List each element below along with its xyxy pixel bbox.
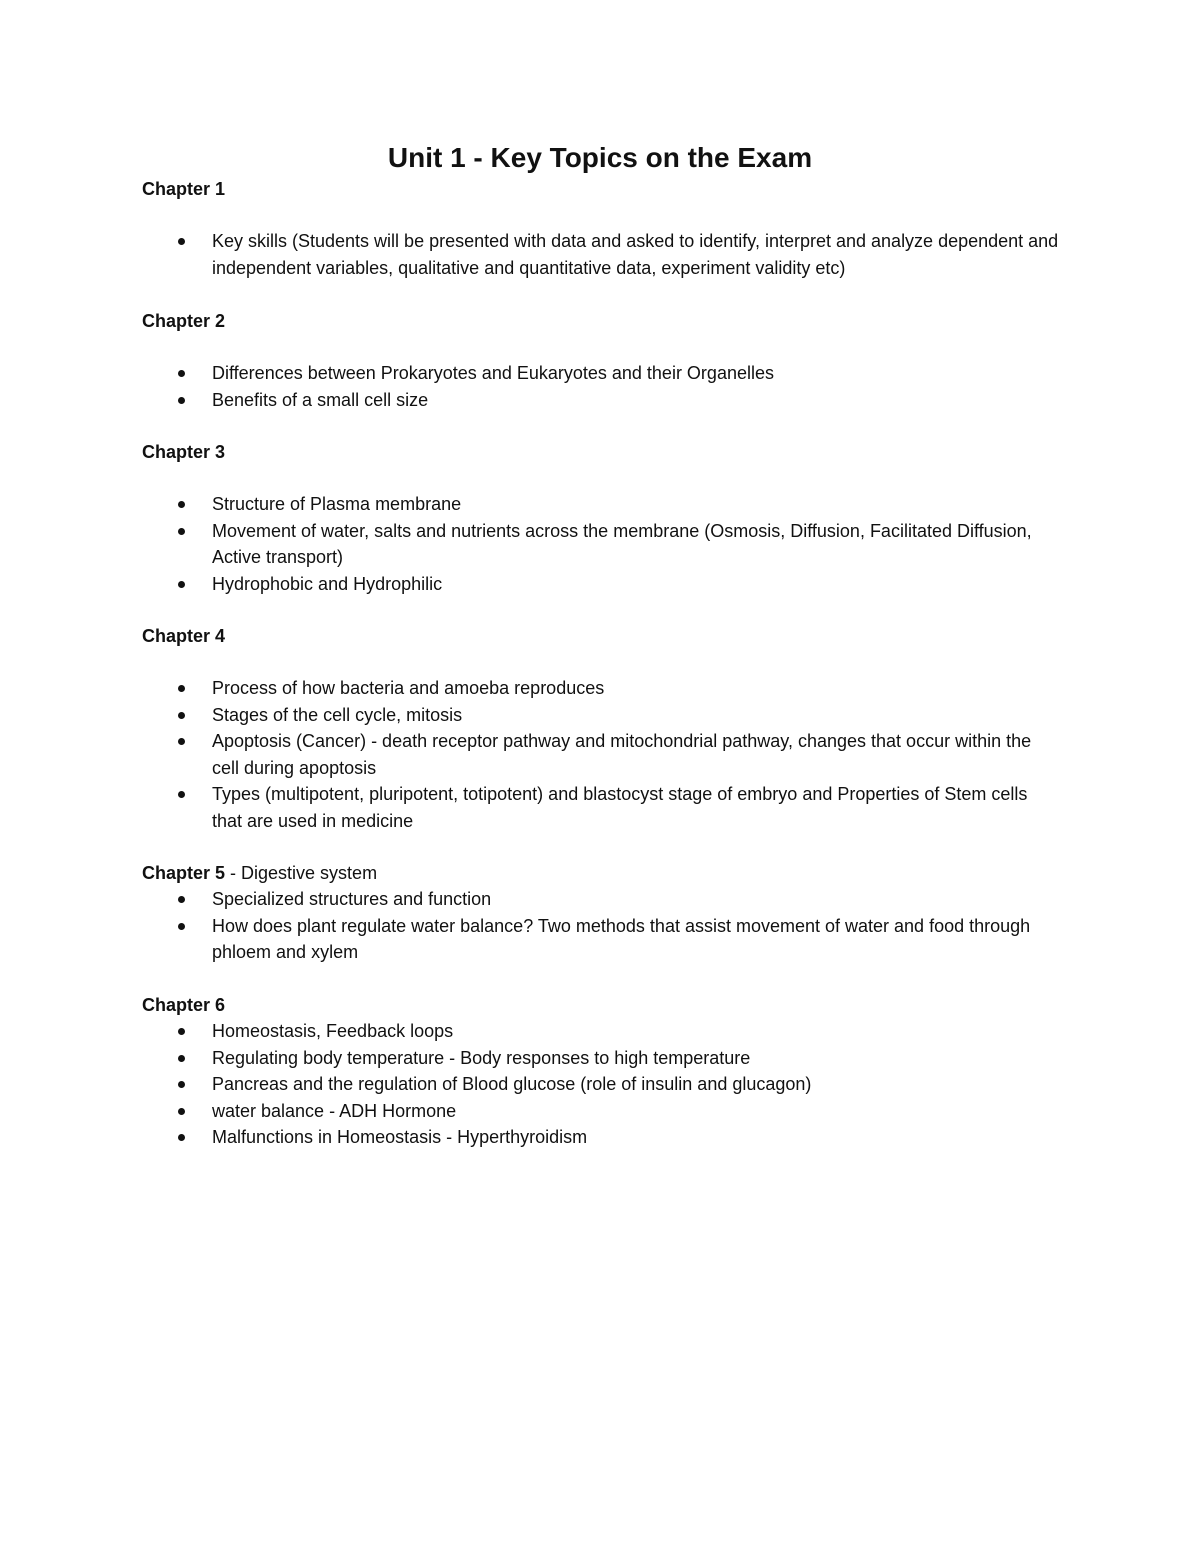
chapter-label: Chapter 1 — [142, 179, 226, 199]
bullet-icon — [178, 501, 185, 508]
list-item — [142, 1018, 1062, 1045]
page-title: Unit 1 - Key Topics on the Exam — [387, 142, 813, 173]
bullet-icon — [178, 581, 185, 588]
list-item — [142, 675, 1062, 702]
chapter-5-section — [142, 860, 1062, 966]
list-item — [142, 491, 1062, 518]
list-item — [142, 571, 1062, 598]
list-item — [142, 781, 1062, 834]
list-item — [142, 518, 1062, 571]
bullet-icon — [178, 791, 185, 798]
list-item — [142, 1124, 1062, 1151]
chapter-label: Chapter 6 — [142, 995, 226, 1015]
list-item-text: Malfunctions in Homeostasis - Hyperthyroidism — [212, 1127, 588, 1147]
bullet-icon — [178, 370, 185, 377]
bullet-icon — [178, 1081, 185, 1088]
chapter-heading — [142, 623, 1062, 649]
list-item — [142, 360, 1062, 387]
list-item-text: Structure of Plasma membrane — [212, 494, 462, 514]
chapter-5-list — [142, 886, 1062, 966]
chapter-4-list — [142, 675, 1062, 834]
list-item — [142, 886, 1062, 913]
list-item — [142, 913, 1062, 966]
bullet-icon — [178, 397, 185, 404]
chapter-1-section — [142, 176, 1062, 281]
bullet-icon — [178, 1134, 185, 1141]
bullet-icon — [178, 528, 185, 535]
list-item-text: Movement of water, salts and nutrients across the membrane (Osmosis, Diffusion, Facilitated Diffusion, Active transport) — [212, 520, 1032, 567]
list-item — [142, 387, 1062, 414]
bullet-icon — [178, 1028, 185, 1035]
chapter-label: Chapter 3 — [142, 442, 226, 462]
chapter-4-section — [142, 623, 1062, 834]
chapter-heading — [142, 860, 1062, 886]
list-item — [142, 1098, 1062, 1125]
bullet-icon — [178, 1055, 185, 1062]
chapter-3-list — [142, 491, 1062, 597]
chapter-label: Chapter 2 — [142, 311, 226, 331]
list-item-text: Hydrophobic and Hydrophilic — [212, 573, 443, 594]
chapter-6-list — [142, 1018, 1062, 1151]
bullet-icon — [178, 923, 185, 930]
chapter-3-section — [142, 439, 1062, 597]
list-item-text: How does plant regulate water balance? Two methods that assist movement of water and food through phloem and xylem — [212, 915, 1031, 962]
chapter-subtitle: - Digestive system — [225, 863, 378, 883]
chapter-2-section — [142, 308, 1062, 413]
list-item-text: Regulating body temperature - Body responses to high temperature — [212, 1047, 751, 1068]
chapter-heading — [142, 308, 1062, 334]
list-item-text: Specialized structures and function — [212, 889, 492, 909]
list-item-text: Apoptosis (Cancer) - death receptor pathway and mitochondrial pathway, changes that occur within the cell during apoptosis — [212, 731, 1032, 778]
chapter-heading — [142, 439, 1062, 465]
bullet-icon — [178, 238, 185, 245]
list-item-text: Types (multipotent, pluripotent, totipotent) and blastocyst stage of embryo and Properties of Stem cells that are used in medicine — [212, 784, 1028, 831]
chapter-heading — [142, 176, 1062, 202]
chapter-label: Chapter 5 — [142, 863, 226, 883]
bullet-icon — [178, 712, 185, 719]
list-item-text: Process of how bacteria and amoeba reproduces — [212, 678, 605, 698]
list-item-text: Stages of the cell cycle, mitosis — [212, 704, 463, 725]
list-item-text: Benefits of a small cell size — [212, 389, 429, 410]
chapter-1-list — [142, 228, 1062, 281]
chapter-2-list — [142, 360, 1062, 413]
list-item — [142, 1045, 1062, 1072]
list-item-text: Homeostasis, Feedback loops — [212, 1021, 454, 1041]
list-item-text: Pancreas and the regulation of Blood glucose (role of insulin and glucagon) — [212, 1074, 812, 1094]
list-item — [142, 702, 1062, 729]
list-item-text: Key skills (Students will be presented with data and asked to identify, interpret and analyze dependent and independent variables, qualitative and quantitative data, experiment validity etc) — [212, 231, 1059, 278]
list-item — [142, 1071, 1062, 1098]
list-item — [142, 728, 1062, 781]
bullet-icon — [178, 896, 185, 903]
bullet-icon — [178, 1108, 185, 1115]
list-item — [142, 228, 1062, 281]
list-item-text: Differences between Prokaryotes and Eukaryotes and their Organelles — [212, 363, 774, 383]
bullet-icon — [178, 685, 185, 692]
list-item-text: water balance - ADH Hormone — [212, 1100, 457, 1121]
chapter-heading — [142, 992, 1062, 1018]
chapter-label: Chapter 4 — [142, 626, 226, 646]
chapter-6-section — [142, 992, 1062, 1151]
bullet-icon — [178, 738, 185, 745]
